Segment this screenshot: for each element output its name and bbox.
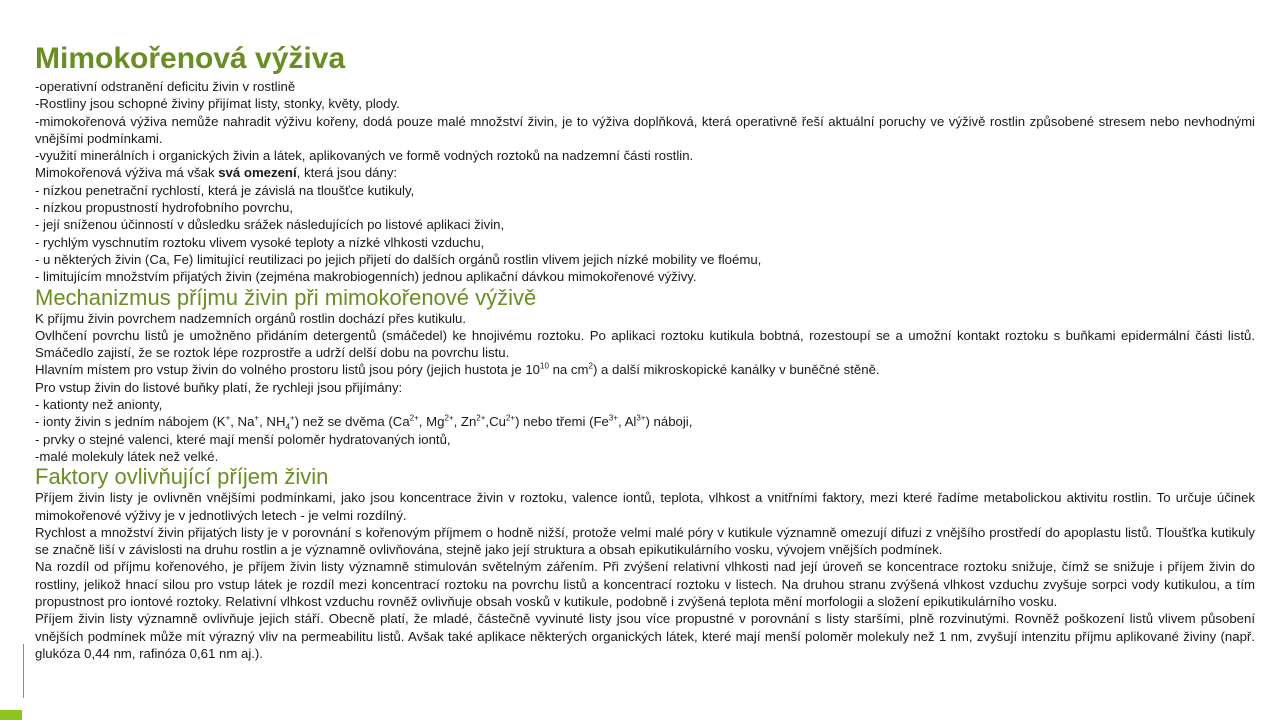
paragraph: Ovlhčení povrchu listů je umožněno přidáním detergentů (smáčedel) ke hnojivému roztoku. Po aplikaci roztoku kutikula bobtná, rozestoupí se a umožní kontakt roztoku s buňkami epidermální části listů. Smáčedlo zajistí, že se roztok lépe rozprostře a udrží delší dobu na povrchu listu.: [35, 327, 1255, 361]
limits-intro: Mimokořenová výživa má však svá omezení, která jsou dány:: [35, 165, 398, 181]
list-item: - prvky o stejné valenci, které mají menší poloměr hydratovaných iontů,: [35, 431, 451, 447]
section-heading: Faktory ovlivňující příjem živin: [35, 464, 329, 490]
slide-content: [35, 42, 1255, 662]
paragraph-pores: Hlavním místem pro vstup živin do volného prostoru listů jsou póry (jejich hustota je $10^{10}$ na $cm^2$) a další mikroskopické kanálky v buněčné stěně.: [35, 362, 880, 378]
paragraph: Rychlost a množství živin přijatých listy je v porovnání s kořenovým příjmem o hodně nižší, protože velmi malé póry v kutikule významně omezují difuzi z vnějšího prostředí do apoplastu listů. Tloušťka kutikuly se značně liší v závislosti na druhu rostlin a je významně ovlivňována, stejně jako její struktura a obsah epikutikulárního vosku, vývojem vnějších podmínek.: [35, 524, 1255, 558]
paragraph: Pro vstup živin do listové buňky platí, že rychleji jsou přijímány:: [35, 379, 403, 395]
limit-item: - nízkou penetrační rychlostí, která je závislá na tloušťce kutikuly,: [35, 182, 415, 198]
page-title: Mimokořenová výživa: [35, 42, 346, 75]
paragraph: K příjmu živin povrchem nadzemních orgánů rostlin dochází přes kutikulu.: [35, 310, 466, 326]
decorative-green-block: [0, 710, 22, 720]
section-intro: [35, 78, 1255, 286]
section-factors: [35, 465, 1255, 662]
list-item-ions: - ionty živin s jedním nábojem (K+, Na+, $NH_4^+$) než se dvěma ($Ca^{2+}$, $Mg^{2+}$, $Zn^{2+},Cu^{2+}$) nebo třemi ($Fe^{3+}$, $Al^{3+}$) náboji,: [35, 413, 693, 432]
limits-emphasis: svá omezení: [218, 165, 297, 181]
decorative-vertical-line: [23, 644, 24, 698]
intro-line: -mimokořenová výživa nemůže nahradit výživu kořeny, dodá pouze malé množství živin, je to výživa doplňková, která operativně řeší aktuální poruchy ve výživě rostlin způsobené stresem nebo nevhodnými vnějšími podmínkami.: [35, 113, 1255, 146]
list-item: -malé molekuly látek než velké.: [35, 448, 219, 464]
section-heading: Mechanizmus příjmu živin při mimokořenové výživě: [35, 284, 537, 310]
intro-line: -využití minerálních i organických živin a látek, aplikovaných ve formě vodných roztoků na nadzemní části rostlin.: [35, 148, 694, 164]
limit-item: - limitujícím množstvím přijatých živin (zejména makrobiogenních) jednou aplikační dávkou mimokořenové výživy.: [35, 269, 697, 285]
list-item: - kationty než anionty,: [35, 397, 163, 413]
paragraph: Na rozdíl od příjmu kořenového, je příjem živin listy významně stimulován světelným zářením. Při zvýšení relativní vlhkosti nad její úroveň se koncentrace roztoku snižuje, čímž se snižuje i příjem živin do rostliny, jelikož hnací silou pro vstup látek je rozdíl mezi koncentrací roztoku na povrchu listů a koncentrací roztoku v listech. Na druhou stranu zvýšená vlhkost vzduchu zvyšuje sorpci vody kutikulou, a tím propustnost pro iontové roztoky. Relativní vlhkost vzduchu rovněž ovlivňuje obsah vosků v kutikule, podobně i zvýšená teplota mění morfologii a složení epikutikulárního vosku.: [35, 559, 1255, 610]
intro-line: -Rostliny jsou schopné živiny přijímat listy, stonky, květy, plody.: [35, 96, 400, 112]
section-mechanism: [35, 286, 1255, 466]
paragraph: Příjem živin listy je ovlivněn vnějšími podmínkami, jako jsou koncentrace živin v roztoku, valence iontů, teplota, vlhkost a vnitřními faktory, mezi které řadíme metabolickou aktivitu rostlin. To určuje účinek mimokořenové výživy je v jednotlivých letech - je velmi rozdílný.: [35, 490, 1255, 523]
limit-item: - nízkou propustností hydrofobního povrchu,: [35, 200, 294, 216]
limit-item: - její sníženou účinností v důsledku srážek následujících po listové aplikaci živin,: [35, 217, 505, 233]
limit-item: - u některých živin (Ca, Fe) limitující reutilizaci po jejich přijetí do dalších orgánů rostlin vlivem jejich nízké mobility ve floému,: [35, 251, 762, 267]
intro-line: -operativní odstranění deficitu živin v rostlině: [35, 79, 296, 94]
paragraph: Příjem živin listy významně ovlivňuje jejich stáří. Obecně platí, že mladé, částečně vyvinuté listy jsou více propustné v porovnání s listy staršími, plně rozvinutými. Rovněž poškození listů vlivem působení vnějších podmínek může mít výrazný vliv na permeabilitu listů. Avšak také aplikace některých organických látek, které mají menší poloměr molekuly než 1 nm, zvyšují intenzitu příjmu aplikované živiny (např. glukóza 0,44 nm, rafinóza 0,61 nm aj.).: [35, 611, 1255, 661]
limit-item: - rychlým vyschnutím roztoku vlivem vysoké teploty a nízké vlhkosti vzduchu,: [35, 234, 485, 250]
